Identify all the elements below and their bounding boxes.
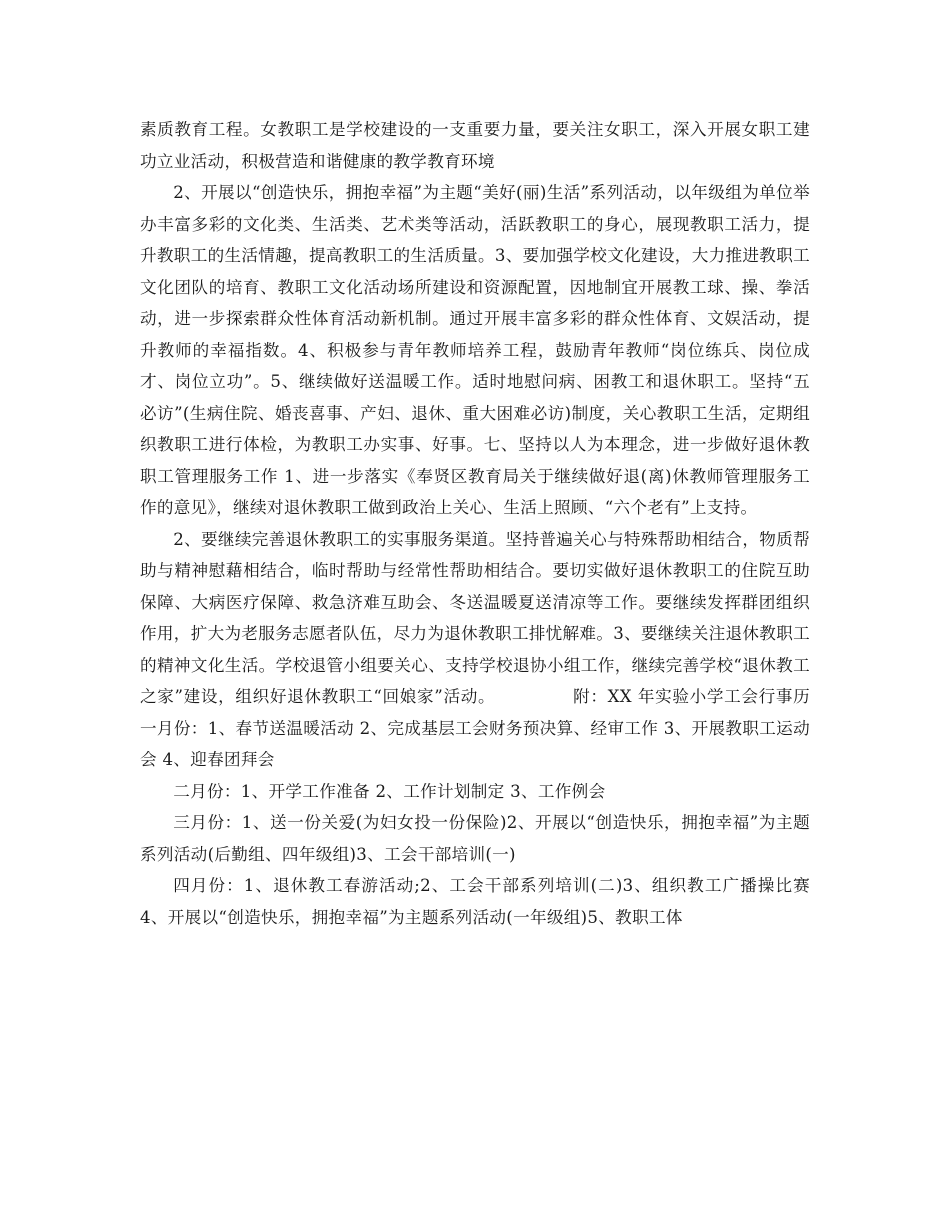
paragraph-2: 2、开展以“创造快乐，拥抱幸福”为主题“美好(丽)生活”系列活动，以年级组为单位举办丰富多彩的文化类、生活类、艺术类等活动，活跃教职工的身心，展现教职工活力，提升教职工的生活情趣，提高教职工的生活质量。3、要加强学校文化建设，大力推进教职工文化团队的培育、教职工文化活动场所建设和资源配置，因地制宜开展教工球、操、拳活动，进一步探索群众性体育活动新机制。通过开展丰富多彩的群众性体育、文娱活动，提升教师的幸福指数。4、积极参与青年教师培养工程，鼓励青年教师“岗位练兵、岗位成才、岗位立功”。5、继续做好送温暖工作。适时地慰问病、困教工和退休职工。坚持“五必访”(生病住院、婚丧喜事、产妇、退休、重大困难必访)制度，关心教职工生活，定期组织教职工进行体检，为教职工办实事、好事。七、坚持以人为本理念，进一步做好退休教职工管理服务工作 1、进一步落实《奉贤区教育局关于继续做好退(离)休教师管理服务工作的意见》，继续对退休教职工做到政治上关心、生活上照顾、“六个老有”上支持。 <box>140 183 810 517</box>
document-body <box>140 114 810 933</box>
paragraph-4: 二月份：1、开学工作准备 2、工作计划制定 3、工作例会 <box>173 781 606 801</box>
paragraph-1: 素质教育工程。女教职工是学校建设的一支重要力量，要关注女职工，深入开展女职工建功立业活动，积极营造和谐健康的教学教育环境 <box>140 120 810 171</box>
paragraph-3: 2、要继续完善退休教职工的实事服务渠道。坚持普遍关心与特殊帮助相结合，物质帮助与精神慰藉相结合，临时帮助与经常性帮助相结合。要切实做好退休教职工的住院互助保障、大病医疗保障、救急济难互助会、冬送温暖夏送清凉等工作。要继续发挥群团组织作用，扩大为老服务志愿者队伍，尽力为退休教职工排忧解难。3、要继续关注退休教职工的精神文化生活。学校退管小组要关心、支持学校退协小组工作，继续完善学校“退休教工之家”建设，组织好退休教职工“回娘家”活动。 附：XX 年实验小学工会行事历一月份：1、春节送温暖活动 2、完成基层工会财务预决算、经审工作 3、开展教职工运动会 4、迎春团拜会 <box>140 529 810 769</box>
paragraph-5: 三月份：1、送一份关爱(为妇女投一份保险)2、开展以“创造快乐，拥抱幸福”为主题系列活动(后勤组、四年级组)3、工会干部培训(一) <box>140 813 810 864</box>
paragraph-6: 四月份：1、退休教工春游活动;2、工会干部系列培训(二)3、组织教工广播操比赛 4、开展以“创造快乐，拥抱幸福”为主题系列活动(一年级组)5、教职工体 <box>140 876 810 927</box>
